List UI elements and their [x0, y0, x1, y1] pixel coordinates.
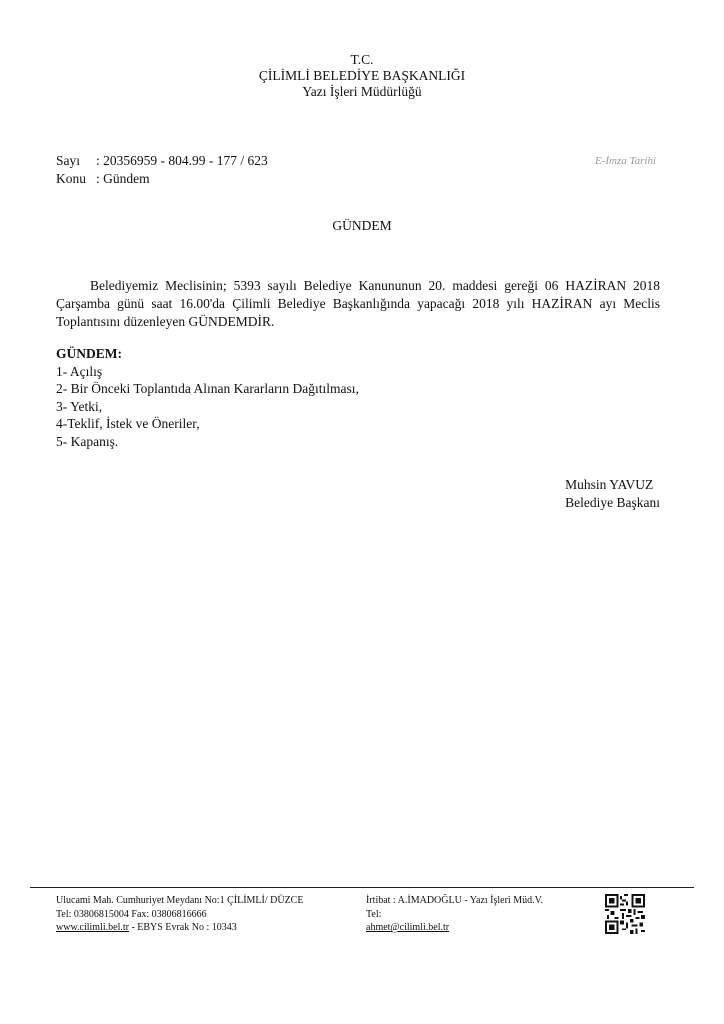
- sayi-row: [56, 152, 268, 170]
- header-institution: ÇİLİMLİ BELEDİYE BAŞKANLIĞI: [258, 68, 466, 83]
- email-link[interactable]: ahmet@cilimli.bel.tr: [366, 922, 450, 933]
- header-tc: T.C.: [350, 52, 374, 67]
- agenda-heading: GÜNDEM:: [56, 346, 122, 361]
- body-paragraph: Belediyemiz Meclisinin; 5393 sayılı Belediye Kanununun 20. maddesi gereği 06 HAZİRAN 2018 Çarşamba günü saat 16.00'da Çilimli Belediye Başkanlığında yapacağı 2018 yılı HAZİRAN ayı Meclis Toplantısını düzenleyen GÜNDEMDİR.: [56, 278, 660, 329]
- agenda-item: 3- Yetki,: [56, 398, 103, 414]
- footer-address: Ulucami Mah. Cumhuriyet Meydanı No:1 ÇİLİMLİ/ DÜZCE: [56, 895, 304, 906]
- qr-code-icon: [605, 894, 645, 934]
- signature-block: [565, 476, 660, 512]
- footer-left: [56, 894, 303, 935]
- agenda-list: [56, 345, 359, 450]
- header-department: Yazı İşleri Müdürlüğü: [302, 84, 422, 99]
- konu-row: [56, 170, 268, 188]
- footer-middle: [366, 894, 543, 935]
- ebys-number: - EBYS Evrak No : 10343: [128, 922, 237, 933]
- konu-value: : Gündem: [96, 171, 150, 186]
- document-header: [0, 52, 724, 100]
- footer-contact-tel: Tel:: [366, 908, 382, 920]
- footer-web-line: [56, 921, 303, 935]
- website-link[interactable]: www.cilimli.bel.tr: [56, 922, 129, 933]
- footer-divider: [30, 887, 694, 888]
- document-meta: [56, 152, 268, 188]
- agenda-item: 2- Bir Önceki Toplantıda Alınan Kararların Dağıtılması,: [56, 381, 359, 396]
- document-title: GÜNDEM: [332, 218, 392, 233]
- agenda-item: 4-Teklif, İstek ve Öneriler,: [56, 416, 200, 431]
- esign-date-label: E-İmza Tarihi: [594, 155, 656, 167]
- sayi-label: Sayı: [56, 153, 81, 168]
- konu-label: Konu: [56, 171, 86, 186]
- footer-contact: İrtibat : A.İMADOĞLU - Yazı İşleri Müd.V.: [366, 895, 544, 906]
- agenda-item: 5- Kapanış.: [56, 433, 119, 449]
- signer-name: Muhsin YAVUZ: [565, 477, 654, 492]
- agenda-item: 1- Açılış: [56, 363, 103, 379]
- signer-title: Belediye Başkanı: [565, 495, 660, 510]
- sayi-value: : 20356959 - 804.99 - 177 / 623: [96, 153, 268, 168]
- footer-phone: Tel: 03806815004 Fax: 03806816666: [56, 908, 207, 920]
